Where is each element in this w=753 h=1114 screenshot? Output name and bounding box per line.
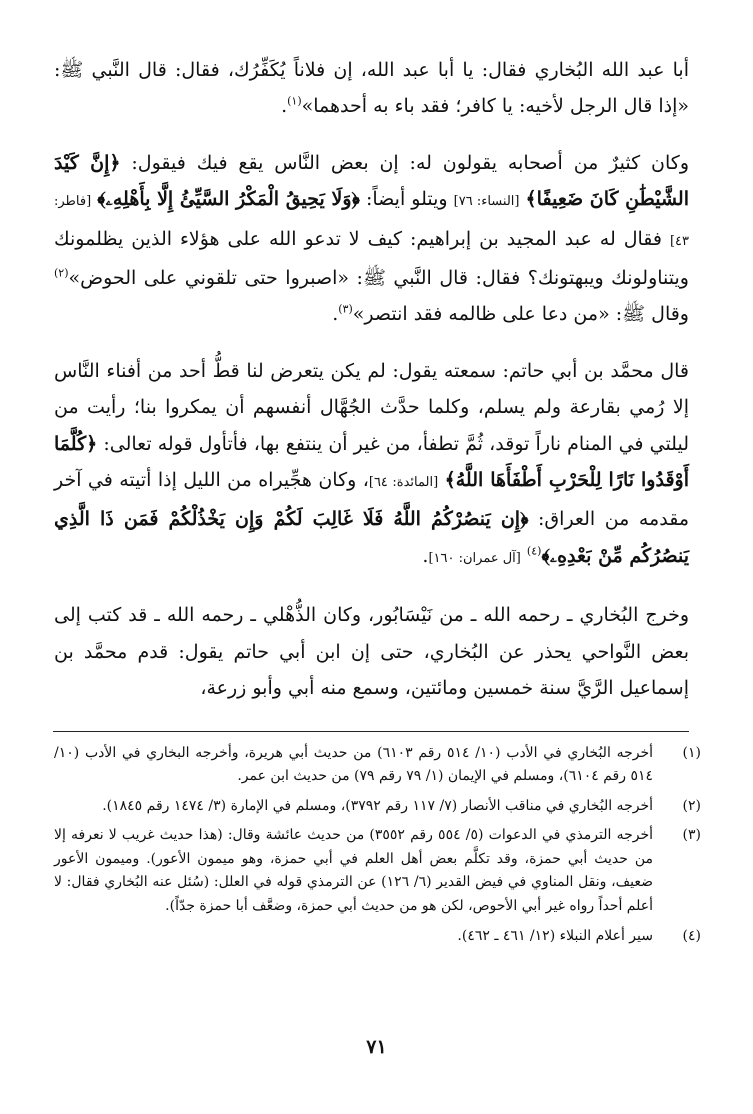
footnote-2 <box>54 795 701 819</box>
footnote-text: أخرجه البُخاري في مناقب الأنصار (٧/ ١١٧ رقم ٣٧٩٢)، ومسلم في الإمارة (٣/ ١٤٧٤ رقم ١٨٤٥). <box>102 797 653 814</box>
paragraph-text: وخرج البُخاري ـ رحمه الله ـ من نَيْسَابُور، وكان الذُّهْلي ـ رحمه الله ـ قد كتب إلى بعض النَّواحي يحذر عن البُخاري، حتى إن ابن أبي حاتم يقول: قدم محمَّد بن إسماعيل الرَّيَّ سنة خمسين ومائتين، وسمع منه أبي وأبو زرعة، <box>54 604 689 700</box>
footnote-number: (٣) <box>682 827 701 844</box>
verse-reference: [النساء: ٧٦] <box>453 194 520 210</box>
footnote-1 <box>54 742 701 789</box>
footnote-number: (١) <box>682 744 701 761</box>
footnote-divider <box>53 731 689 732</box>
quran-verse: ﴿وَلَا يَحِيقُ الْمَكْرُ السَّيِّئُ إِلَّا بِأَهْلِهِۦ﴾ <box>97 188 360 211</box>
footnote-text: سير أعلام النبلاء (١٢/ ٤٦١ ـ ٤٦٢). <box>457 927 653 944</box>
paragraph-4 <box>54 597 689 706</box>
quran-verse: ﴿إِن يَنصُرْكُمُ اللَّهُ فَلَا غَالِبَ لَكُمْ وَإِن يَخْذُلْكُمْ فَمَن ذَا الَّذِي يَنصُرُكُم مِّنْ بَعْدِهِۦ﴾ <box>54 508 689 567</box>
quran-verse: ﴿إِنَّ كَيْدَ الشَّيْطَٰنِ كَانَ ضَعِيفًا﴾ <box>54 151 689 211</box>
footnotes <box>54 742 701 949</box>
page-number: ٧١ <box>366 1036 387 1058</box>
paragraph-1: أبا عبد الله البُخاري فقال: يا أبا عبد الله، إن فلاناً يُكَفِّرُك، فقال: قال النَّبي ﷺ: «إذا قال الرجل لأخيه: يا كافر؛ فقد باء به أحدهما»$^{(١)}$. <box>54 59 689 118</box>
footnote-text: أخرجه البُخاري في الأدب (١٠/ ٥١٤ رقم ٦١٠٣) من حديث أبي هريرة، وأخرجه البخاري في الأدب (١٠/ ٥١٤ رقم ٦١٠٤)، ومسلم في الإيمان (١/ ٧٩ رقم ٧٩) من حديث ابن عمر. <box>54 744 654 785</box>
paragraph-2: وكان كثيرٌ من أصحابه يقولون له: إن بعض النَّاس يقع فيك فيقول: ﴿إِنَّ كَيْدَ الشَّيْطَٰنِ كَانَ ضَعِيفًا﴾ [النساء: ٧٦] ويتلو أيضاً: ﴿وَلَا يَحِيقُ الْمَكْرُ السَّيِّئُ إِلَّا بِأَهْلِهِۦ﴾ [فاطر: ٤٣] فقال له عبد المجيد بن إبراهيم: كيف لا تدعو الله على هؤلاء الذين يظلمونك ويتناولونك ويبهتونك؟ فقال: قال النَّبي ﷺ: «اصبروا حتى تلقوني على الحوض»$^{(٢)}$ وقال ﷺ: «من دعا على ظالمه فقد انتصر»$^{(٣)}$. <box>54 151 690 326</box>
verse-reference: [آل عمران: ١٦٠] <box>428 550 521 566</box>
footnote-4 <box>54 925 701 949</box>
footnote-text: أخرجه الترمذي في الدعوات (٥/ ٥٥٤ رقم ٣٥٥٢) من حديث عائشة وقال: (هذا حديث غريب لا نعرفه إلا من حديث أبي حمزة، وقد تكلَّم بعض أهل العلم في أبي حمزة، وهو ميمون الأعور). وميمون الأعور ضعيف، ونقل المناوي في فيض القدير (٦/ ١٢٦) عن الترمذي قوله في العلل: (سُئل عنه البُخاري فقال: لا أعلم أحداً رواه غير أبي الأحوص، لكن هو من حديث أبي حمزة، وضعَّف أبا حمزة جدّاً). <box>54 827 654 915</box>
main-text <box>54 52 689 707</box>
paragraph-text: أبا عبد الله البُخاري فقال: يا أبا عبد الله، إن فلاناً يُكَفِّرُك، فقال: قال النَّبي ﷺ: «إذا قال الرجل لأخيه: يا كافر؛ فقد باء به أحدهما» <box>54 59 689 118</box>
footnote-ref-1[interactable]: (١) <box>287 95 302 109</box>
verse-reference: [المائدة: ٦٤] <box>368 475 439 491</box>
footnote-ref-2[interactable]: (٢) <box>54 266 69 280</box>
quran-verse: ﴿كُلَّمَا أَوْقَدُوا نَارًا لِلْحَرْبِ أَطْفَأَهَا اللَّهُ﴾ <box>54 432 689 492</box>
footnote-ref-4[interactable]: (٤) <box>526 544 542 558</box>
footnote-number: (٤) <box>682 927 701 944</box>
footnote-number: (٢) <box>682 797 701 814</box>
paragraph-3: قال محمَّد بن أبي حاتم: سمعته يقول: لم يكن يتعرض لنا قطُّ أحد من أفناء النَّاس إلا رُمي بقارعة ولم يسلم، وكلما حدَّث الجُهَّال أنفسهم أن يمكروا بنا؛ رأيت من ليلتي في المنام ناراً توقد، ثُمَّ تطفأ، من غير أن ينتفع بها، فأتأول قوله تعالى: ﴿كُلَّمَا أَوْقَدُوا نَارًا لِلْحَرْبِ أَطْفَأَهَا اللَّهُ﴾ [المائدة: ٦٤]، وكان هجِّيراه من الليل إذا أتيته في آخر مقدمه من العراق: ﴿إِن يَنصُرْكُمُ اللَّهُ فَلَا غَالِبَ لَكُمْ وَإِن يَخْذُلْكُمْ فَمَن ذَا الَّذِي يَنصُرُكُم مِّنْ بَعْدِهِۦ﴾$^{(٤)}$ [آل عمران: ١٦٠]. <box>54 359 689 567</box>
verse-reference: [فاطر: ٤٣] <box>54 194 690 249</box>
footnote-3 <box>54 824 701 918</box>
footnote-ref-3[interactable]: (٣) <box>338 303 353 317</box>
